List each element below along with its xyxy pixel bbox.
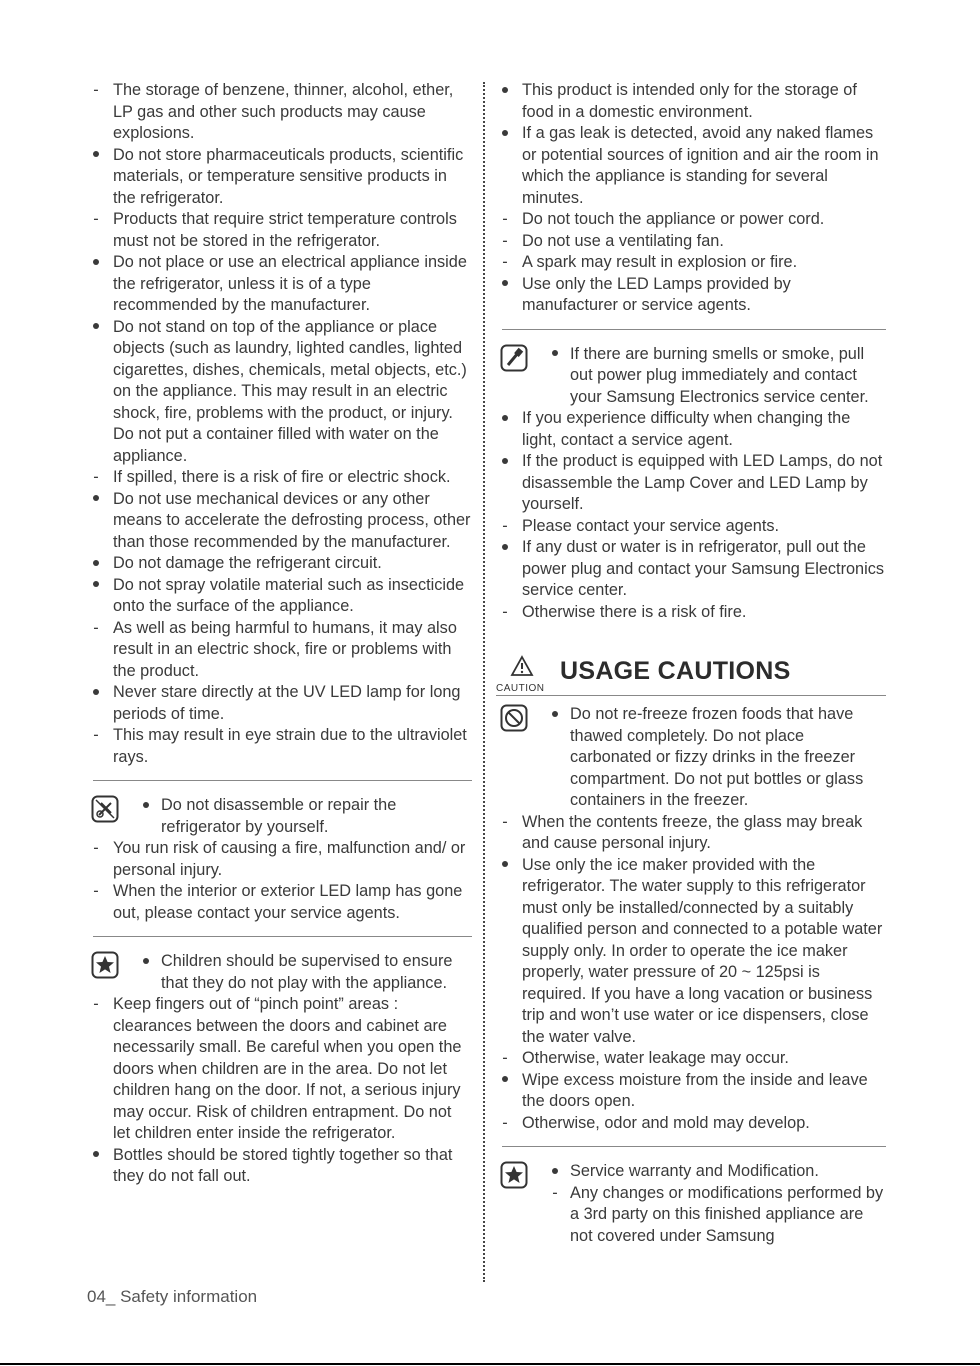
dash-marker — [496, 602, 514, 624]
bullet-item — [137, 795, 472, 838]
dash-item — [87, 467, 472, 489]
bullet-marker — [496, 408, 514, 430]
item-text: Please contact your service agents. — [522, 516, 780, 535]
item-text: Do not place or use an electrical appliance inside the refrigerator, unless it is of a type recommended by the manufacturer. — [113, 253, 467, 314]
bullet-item — [87, 317, 472, 468]
note-list — [137, 795, 472, 838]
note-rule — [502, 329, 886, 330]
bullet-marker — [496, 274, 514, 296]
item-text: Any changes or modifications performed by a 3rd party on this finished appliance are not covered under Samsung — [570, 1183, 884, 1245]
right-column — [496, 80, 886, 1247]
item-text: If there are burning smells or smoke, pull out power plug immediately and contact your Samsung Electronics service center. — [570, 344, 869, 406]
bullet-item — [137, 951, 472, 994]
note-list — [546, 1161, 886, 1247]
no-disassemble-icon — [91, 795, 119, 823]
dash-item — [87, 881, 472, 924]
item-text: This may result in eye strain due to the ultraviolet rays. — [113, 726, 467, 766]
dash-marker — [496, 1048, 514, 1070]
dash-item — [496, 1113, 886, 1135]
bullet-marker — [496, 537, 514, 559]
item-text: Use only the LED Lamps provided by manufacturer or service agents. — [522, 274, 791, 314]
dash-item — [87, 994, 472, 1145]
bullet-marker — [546, 1161, 564, 1183]
note-rule — [93, 780, 472, 781]
bullet-item — [87, 575, 472, 618]
dash-item — [496, 602, 886, 624]
dash-marker — [496, 231, 514, 253]
bullet-item — [496, 80, 886, 123]
bullet-marker — [137, 795, 155, 817]
important-star-icon — [500, 1161, 528, 1189]
page-footer — [87, 1287, 257, 1307]
item-text: If any dust or water is in refrigerator, pull out the power plug and contact your Samsung Electronics service center. — [522, 538, 885, 599]
bullet-item — [87, 1145, 472, 1188]
left-list-3 — [87, 994, 472, 1188]
caution-label: CAUTION — [496, 683, 545, 694]
note-block — [496, 704, 886, 812]
bullet-marker — [546, 344, 564, 366]
dash-marker — [496, 1113, 514, 1135]
item-text: The storage of benzene, thinner, alcohol, ether, LP gas and other such products may cause explosions. — [113, 81, 454, 142]
section-title: USAGE CAUTIONS — [560, 657, 791, 685]
dash-item — [87, 209, 472, 252]
bullet-item — [496, 123, 886, 209]
bullet-item — [87, 252, 472, 317]
bullet-item — [496, 1070, 886, 1113]
important-star-icon — [91, 951, 119, 979]
dash-marker — [496, 252, 514, 274]
item-text: Products that require strict temperature controls must not be stored in the refrigerator. — [113, 210, 457, 250]
dash-marker — [496, 209, 514, 231]
bullet-item — [496, 274, 886, 317]
dash-item — [496, 209, 886, 231]
dash-item — [496, 1048, 886, 1070]
page-number: 04_ — [87, 1287, 116, 1306]
bullet-marker — [496, 1070, 514, 1092]
bullet-item — [546, 704, 886, 812]
item-text: Never stare directly at the UV LED lamp for long periods of time. — [113, 683, 461, 723]
item-text: Do not disassemble or repair the refrigerator by yourself. — [161, 796, 397, 836]
dash-marker — [87, 80, 105, 102]
page-bottom-rule — [0, 1363, 980, 1365]
prohibited-icon — [500, 704, 528, 732]
item-text: Children should be supervised to ensure that they do not play with the appliance. — [161, 952, 453, 992]
item-text: Keep fingers out of “pinch point” areas : clearances between the doors and cabinet are necessarily small. Be careful when you open the doors when children are in the area. Do not let children hang on the door. If not, a serious injury may occur. Risk of children entrapment. Do not let children enter inside the refrigerator. — [113, 995, 462, 1142]
right-list-3 — [496, 812, 886, 1135]
bullet-item — [87, 682, 472, 725]
item-text: When the contents freeze, the glass may break and cause personal injury. — [522, 812, 863, 852]
dash-item — [87, 80, 472, 145]
item-text: Do not damage the refrigerant circuit. — [113, 554, 382, 572]
bullet-item — [546, 1161, 886, 1183]
note-block — [496, 1161, 886, 1247]
bullet-item — [87, 489, 472, 554]
dash-item — [496, 252, 886, 274]
item-text: A spark may result in explosion or fire. — [522, 253, 798, 271]
item-text: Otherwise, water leakage may occur. — [522, 1049, 789, 1067]
bullet-item — [87, 145, 472, 210]
bullet-marker — [87, 145, 105, 167]
item-text: You run risk of causing a fire, malfunction and/ or personal injury. — [113, 839, 466, 879]
item-text: Do not use mechanical devices or any other means to accelerate the defrosting process, other than those recommended by the manufacturer. — [113, 489, 471, 551]
dash-item — [496, 812, 886, 855]
item-text: Use only the ice maker provided with the refrigerator. The water supply to this refrigerator must only be installed/connected by a suitably qualified person and connected to a potable water supply only. In order to operate the ice maker properly, water pressure of 20 ~ 125psi is required. If you have a long vacation or business trip and won’t use water or ice dispensers, close the water valve. — [522, 855, 883, 1046]
dash-marker — [87, 994, 105, 1016]
bullet-marker — [87, 489, 105, 511]
item-text: Do not re-freeze frozen foods that have thawed completely. Do not place carbonated or fizzy drinks in the freezer compartment. Do not put bottles or glass containers in the freezer. — [570, 705, 864, 809]
item-text: If a gas leak is detected, avoid any naked flames or potential sources of ignition and air the room in which the appliance is standing for several minutes. — [522, 124, 879, 207]
dash-marker — [496, 516, 514, 538]
left-top-list — [87, 80, 472, 768]
bullet-item — [546, 344, 886, 409]
item-text: If you experience difficulty when changing the light, contact a service agent. — [522, 409, 851, 449]
item-text: If spilled, there is a risk of fire or electric shock. — [113, 468, 451, 486]
dash-item — [546, 1183, 886, 1248]
item-text: Otherwise, odor and mold may develop. — [522, 1113, 810, 1132]
dash-item — [496, 231, 886, 253]
note-block — [87, 795, 472, 838]
note-list — [137, 951, 472, 994]
bullet-marker — [87, 553, 105, 575]
item-text: When the interior or exterior LED lamp has gone out, please contact your service agents. — [113, 882, 463, 922]
bullet-item — [87, 553, 472, 575]
item-text: If the product is equipped with LED Lamps, do not disassemble the Lamp Cover and LED Lamp by yourself. — [522, 452, 883, 513]
item-text: Otherwise there is a risk of fire. — [522, 602, 747, 621]
item-text: As well as being harmful to humans, it may also result in an electric shock, fire or problems with the product. — [113, 618, 457, 680]
item-text: Wipe excess moisture from the inside and leave the doors open. — [522, 1070, 868, 1110]
dash-item — [87, 725, 472, 768]
note-rule — [502, 1146, 886, 1147]
column-divider — [483, 82, 485, 1282]
dash-marker — [87, 725, 105, 747]
footer-label: Safety information — [115, 1287, 258, 1306]
dash-marker — [87, 618, 105, 640]
bullet-marker — [87, 252, 105, 274]
dash-marker — [546, 1183, 564, 1205]
unplug-icon — [500, 344, 528, 372]
item-text: Do not store pharmaceuticals products, scientific materials, or temperature sensitive products in the refrigerator. — [113, 145, 464, 207]
usage-cautions-heading — [496, 659, 886, 696]
bullet-marker — [87, 1145, 105, 1167]
note-block — [87, 951, 472, 994]
item-text: This product is intended only for the storage of food in a domestic environment. — [522, 81, 857, 121]
item-text: Do not spray volatile material such as insecticide onto the surface of the appliance. — [113, 575, 465, 615]
item-text: Bottles should be stored tightly together so that they do not fall out. — [113, 1145, 453, 1185]
bullet-marker — [137, 951, 155, 973]
bullet-marker — [87, 682, 105, 704]
right-top-list — [496, 80, 886, 317]
bullet-marker — [496, 451, 514, 473]
note-rule — [93, 936, 472, 937]
bullet-item — [496, 451, 886, 516]
left-list-2 — [87, 838, 472, 924]
dash-item — [87, 838, 472, 881]
note-list — [546, 704, 886, 812]
bullet-marker — [496, 855, 514, 877]
bullet-marker — [87, 575, 105, 597]
note-block — [496, 344, 886, 409]
item-text: Service warranty and Modification. — [570, 1162, 819, 1180]
dash-item — [87, 618, 472, 683]
bullet-marker — [496, 123, 514, 145]
bullet-item — [496, 537, 886, 602]
note-list — [546, 344, 886, 409]
dash-marker — [87, 838, 105, 860]
bullet-item — [496, 855, 886, 1049]
item-text: Do not stand on top of the appliance or place objects (such as laundry, lighted candles, lighted cigarettes, dishes, chemicals, metal objects, etc.) on the appliance. This may result in an electric shock, fire, problems with the product, or injury. Do not put a container filled with water on the appliance. — [113, 317, 467, 465]
bullet-marker — [546, 704, 564, 726]
right-list-2 — [496, 408, 886, 623]
bullet-marker — [87, 317, 105, 339]
bullet-marker — [496, 80, 514, 102]
dash-marker — [87, 209, 105, 231]
dash-marker — [87, 881, 105, 903]
left-column — [87, 80, 472, 1188]
dash-marker — [496, 812, 514, 834]
bullet-item — [496, 408, 886, 451]
dash-item — [496, 516, 886, 538]
item-text: Do not use a ventilating fan. — [522, 231, 724, 250]
dash-marker — [87, 467, 105, 489]
item-text: Do not touch the appliance or power cord. — [522, 210, 825, 228]
